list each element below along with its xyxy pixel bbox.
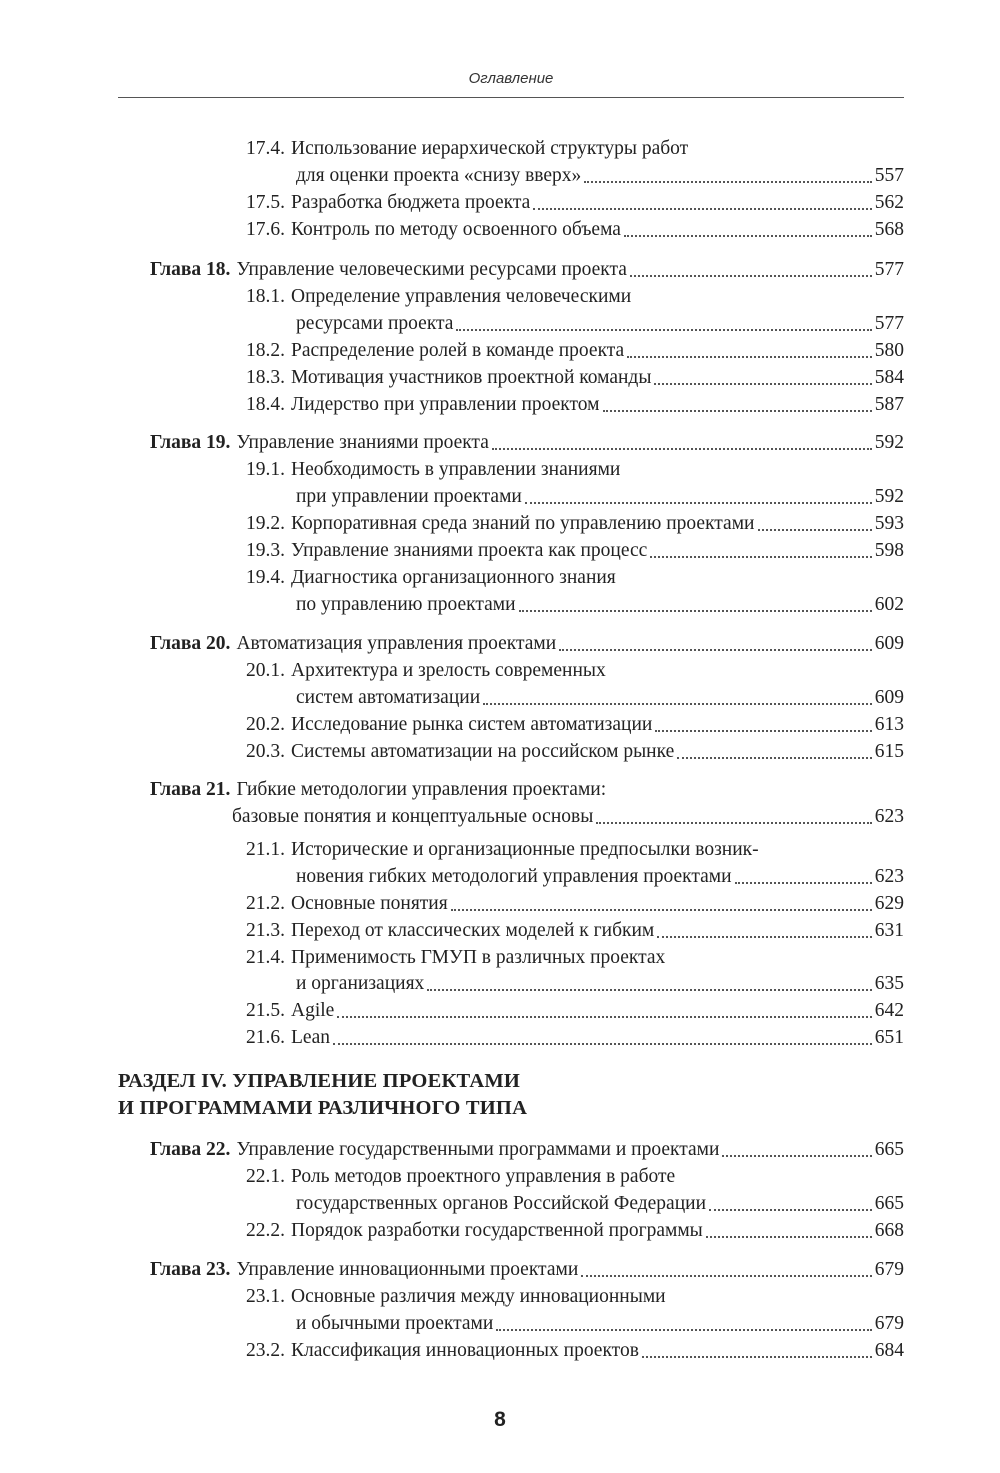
toc-entry bbox=[246, 1217, 904, 1244]
toc-entry-page: 584 bbox=[874, 367, 904, 388]
section-title: И ПРОГРАММАМИ РАЗЛИЧНОГО ТИПА bbox=[118, 1097, 528, 1119]
toc-entry bbox=[246, 711, 904, 738]
toc-entry-title: Agile bbox=[291, 1000, 335, 1021]
toc-entry-number: 17.6. bbox=[246, 219, 285, 240]
toc-entry bbox=[246, 944, 904, 971]
toc-entry-page: 598 bbox=[874, 540, 904, 561]
dot-leader bbox=[581, 1275, 872, 1277]
dot-leader bbox=[709, 1209, 872, 1211]
chapter-number: Глава 20. bbox=[150, 633, 231, 654]
chapter-title: базовые понятия и концептуальные основы bbox=[232, 806, 594, 827]
toc-entry bbox=[246, 997, 904, 1024]
dot-leader bbox=[483, 703, 872, 705]
toc-chapter bbox=[150, 776, 904, 803]
toc-entry-number: 22.2. bbox=[246, 1220, 285, 1241]
dot-leader bbox=[722, 1155, 871, 1157]
toc-entry-page: 580 bbox=[874, 340, 904, 361]
toc-chapter bbox=[150, 1256, 904, 1283]
toc-entry bbox=[246, 189, 904, 216]
dot-leader bbox=[337, 1016, 871, 1018]
dot-leader bbox=[559, 649, 872, 651]
toc-entry-page: 629 bbox=[874, 893, 904, 914]
toc-entry bbox=[246, 738, 904, 765]
dot-leader bbox=[654, 383, 871, 385]
toc-entry-title: Роль методов проектного управления в работе bbox=[291, 1166, 676, 1187]
toc-entry-page: 635 bbox=[874, 973, 904, 994]
toc-entry-page: 615 bbox=[874, 741, 904, 762]
toc-entry-title: Разработка бюджета проекта bbox=[291, 192, 531, 213]
toc-entry bbox=[246, 1024, 904, 1051]
toc-entry-page: 609 bbox=[874, 633, 904, 654]
toc-entry-page: 568 bbox=[874, 219, 904, 240]
dot-leader bbox=[650, 556, 871, 558]
dot-leader bbox=[627, 356, 872, 358]
toc-entry-number: 21.5. bbox=[246, 1000, 285, 1021]
toc-entry-number: 19.4. bbox=[246, 567, 285, 588]
dot-leader bbox=[333, 1043, 872, 1045]
toc-entry-title: Основные различия между инновационными bbox=[291, 1286, 666, 1307]
toc-entry-number: 23.1. bbox=[246, 1286, 285, 1307]
dot-leader bbox=[451, 909, 872, 911]
toc-entry bbox=[246, 564, 904, 591]
toc-entry-title: Мотивация участников проектной команды bbox=[291, 367, 652, 388]
toc-chapter-continuation bbox=[232, 803, 904, 830]
page-number: 8 bbox=[494, 1408, 506, 1431]
dot-leader bbox=[657, 936, 871, 938]
toc-entry-number: 20.1. bbox=[246, 660, 285, 681]
dot-leader bbox=[642, 1356, 872, 1358]
toc-entry bbox=[246, 1283, 904, 1310]
chapter-number: Глава 19. bbox=[150, 432, 231, 453]
toc-entry-title: Переход от классических моделей к гибким bbox=[291, 920, 655, 941]
dot-leader bbox=[496, 1329, 871, 1331]
toc-entry bbox=[246, 510, 904, 537]
toc-entry-title: Корпоративная среда знаний по управлению проектами bbox=[291, 513, 755, 534]
toc-entry-page: 592 bbox=[874, 486, 904, 507]
section-title: РАЗДЕЛ IV. УПРАВЛЕНИЕ ПРОЕКТАМИ bbox=[118, 1070, 521, 1092]
toc-entry-page: 609 bbox=[874, 687, 904, 708]
toc-entry-page: 602 bbox=[874, 594, 904, 615]
chapter-title: Управление инновационными проектами bbox=[236, 1259, 579, 1280]
dot-leader bbox=[624, 235, 872, 237]
toc-entry-page: 623 bbox=[874, 806, 904, 827]
toc-entry-page: 577 bbox=[874, 313, 904, 334]
toc-entry-title: Исторические и организационные предпосылки возник- bbox=[291, 839, 759, 860]
toc-entry-page: 631 bbox=[874, 920, 904, 941]
toc-entry-number: 19.1. bbox=[246, 459, 285, 480]
toc-entry-title: Определение управления человеческими bbox=[291, 286, 632, 307]
toc-entry-page: 665 bbox=[874, 1139, 904, 1160]
header-rule bbox=[118, 97, 904, 98]
toc-entry-title: и организациях bbox=[296, 973, 425, 994]
toc-entry-number: 20.3. bbox=[246, 741, 285, 762]
toc-entry-page: 592 bbox=[874, 432, 904, 453]
toc-entry-title: для оценки проекта «снизу вверх» bbox=[296, 165, 582, 186]
toc-entry-page: 593 bbox=[874, 513, 904, 534]
toc-entry-title: и обычными проектами bbox=[296, 1313, 494, 1334]
dot-leader bbox=[584, 181, 871, 183]
toc-entry-number: 18.4. bbox=[246, 394, 285, 415]
dot-leader bbox=[596, 822, 871, 824]
dot-leader bbox=[706, 1236, 872, 1238]
toc-entry-title: Распределение ролей в команде проекта bbox=[291, 340, 625, 361]
toc-entry-continuation bbox=[296, 863, 904, 890]
toc-entry-page: 679 bbox=[874, 1259, 904, 1280]
dot-leader bbox=[735, 882, 872, 884]
toc-entry bbox=[246, 1163, 904, 1190]
toc-entry bbox=[246, 890, 904, 917]
chapter-title: Управление государственными программами и проектами bbox=[236, 1139, 720, 1160]
toc-entry-continuation bbox=[296, 1310, 904, 1337]
toc-entry-continuation bbox=[296, 970, 904, 997]
toc-entry bbox=[246, 337, 904, 364]
toc-entry-number: 21.3. bbox=[246, 920, 285, 941]
toc-entry-title: Контроль по методу освоенного объема bbox=[291, 219, 621, 240]
toc-entry-page: 679 bbox=[874, 1313, 904, 1334]
dot-leader bbox=[519, 610, 872, 612]
toc-entry-continuation bbox=[296, 684, 904, 711]
toc-entry-title: Исследование рынка систем автоматизации bbox=[291, 714, 653, 735]
toc-entry-page: 684 bbox=[874, 1340, 904, 1361]
chapter-title: Управление знаниями проекта bbox=[236, 432, 489, 453]
toc-entry-title: Системы автоматизации на российском рынке bbox=[291, 741, 675, 762]
toc-entry-page: 562 bbox=[874, 192, 904, 213]
toc-entry-title: по управлению проектами bbox=[296, 594, 516, 615]
toc-entry-number: 23.2. bbox=[246, 1340, 285, 1361]
chapter-number: Глава 18. bbox=[150, 259, 231, 280]
toc-entry-number: 21.6. bbox=[246, 1027, 285, 1048]
toc-entry bbox=[246, 135, 904, 162]
toc-chapter bbox=[150, 1136, 904, 1163]
toc-entry-page: 557 bbox=[874, 165, 904, 186]
toc-entry-number: 21.2. bbox=[246, 893, 285, 914]
toc-entry-continuation bbox=[296, 483, 904, 510]
toc-entry-continuation bbox=[296, 162, 904, 189]
toc-entry-number: 18.1. bbox=[246, 286, 285, 307]
toc-entry-number: 19.3. bbox=[246, 540, 285, 561]
toc-entry-number: 19.2. bbox=[246, 513, 285, 534]
toc-entry-continuation bbox=[296, 591, 904, 618]
chapter-number: Глава 22. bbox=[150, 1139, 231, 1160]
chapter-title: Автоматизация управления проектами bbox=[236, 633, 557, 654]
dot-leader bbox=[456, 329, 871, 331]
toc-entry-page: 668 bbox=[874, 1220, 904, 1241]
toc-entry-page: 642 bbox=[874, 1000, 904, 1021]
toc-entry-title: при управлении проектами bbox=[296, 486, 522, 507]
toc-entry-title: Lean bbox=[291, 1027, 330, 1048]
dot-leader bbox=[630, 275, 872, 277]
toc-entry-number: 17.4. bbox=[246, 138, 285, 159]
toc-entry-title: Лидерство при управлении проектом bbox=[291, 394, 600, 415]
running-head: Оглавление bbox=[468, 70, 554, 87]
toc-entry bbox=[246, 391, 904, 418]
toc-entry-continuation bbox=[296, 310, 904, 337]
toc-entry bbox=[246, 1337, 904, 1364]
toc-entry-title: систем автоматизации bbox=[296, 687, 481, 708]
chapter-number: Глава 23. bbox=[150, 1259, 231, 1280]
chapter-title: Гибкие методологии управления проектами: bbox=[236, 779, 607, 800]
toc-entry-title: Классификация инновационных проектов bbox=[291, 1340, 639, 1361]
dot-leader bbox=[603, 410, 872, 412]
toc-entry-title: Управление знаниями проекта как процесс bbox=[291, 540, 648, 561]
dot-leader bbox=[427, 989, 871, 991]
toc-entry bbox=[246, 364, 904, 391]
toc-entry-number: 21.1. bbox=[246, 839, 285, 860]
dot-leader bbox=[492, 448, 872, 450]
toc-entry-continuation bbox=[296, 1190, 904, 1217]
toc-entry-title: Применимость ГМУП в различных проектах bbox=[291, 947, 666, 968]
toc-chapter bbox=[150, 256, 904, 283]
toc-entry-title: Использование иерархической структуры работ bbox=[291, 138, 689, 159]
toc-entry-title: Архитектура и зрелость современных bbox=[291, 660, 606, 681]
toc-entry bbox=[246, 836, 904, 863]
toc-chapter bbox=[150, 630, 904, 657]
dot-leader bbox=[533, 208, 871, 210]
toc-entry-number: 20.2. bbox=[246, 714, 285, 735]
toc-entry-title: государственных органов Российской Федерации bbox=[296, 1193, 707, 1214]
toc-chapter bbox=[150, 429, 904, 456]
toc-entry-number: 18.3. bbox=[246, 367, 285, 388]
toc-entry bbox=[246, 283, 904, 310]
chapter-title: Управление человеческими ресурсами проекта bbox=[236, 259, 627, 280]
dot-leader bbox=[677, 757, 871, 759]
toc-entry-page: 577 bbox=[874, 259, 904, 280]
toc-entry bbox=[246, 657, 904, 684]
toc-entry-page: 623 bbox=[874, 866, 904, 887]
toc-entry bbox=[246, 456, 904, 483]
dot-leader bbox=[758, 529, 872, 531]
dot-leader bbox=[525, 502, 872, 504]
toc-entry-title: Диагностика организационного знания bbox=[291, 567, 616, 588]
toc-entry-page: 651 bbox=[874, 1027, 904, 1048]
chapter-number: Глава 21. bbox=[150, 779, 231, 800]
toc-entry-title: Необходимость в управлении знаниями bbox=[291, 459, 621, 480]
toc-entry-number: 22.1. bbox=[246, 1166, 285, 1187]
toc-entry-title: ресурсами проекта bbox=[296, 313, 454, 334]
dot-leader bbox=[655, 730, 871, 732]
toc-entry-page: 613 bbox=[874, 714, 904, 735]
toc-entry bbox=[246, 537, 904, 564]
toc-entry-title: новения гибких методологий управления проектами bbox=[296, 866, 732, 887]
toc-entry bbox=[246, 917, 904, 944]
toc-entry-number: 17.5. bbox=[246, 192, 285, 213]
toc-entry-title: Порядок разработки государственной программы bbox=[291, 1220, 703, 1241]
toc-entry-number: 21.4. bbox=[246, 947, 285, 968]
toc-entry-page: 665 bbox=[874, 1193, 904, 1214]
toc-entry-title: Основные понятия bbox=[291, 893, 448, 914]
toc-entry-number: 18.2. bbox=[246, 340, 285, 361]
toc-entry-page: 587 bbox=[874, 394, 904, 415]
toc-entry bbox=[246, 216, 904, 243]
